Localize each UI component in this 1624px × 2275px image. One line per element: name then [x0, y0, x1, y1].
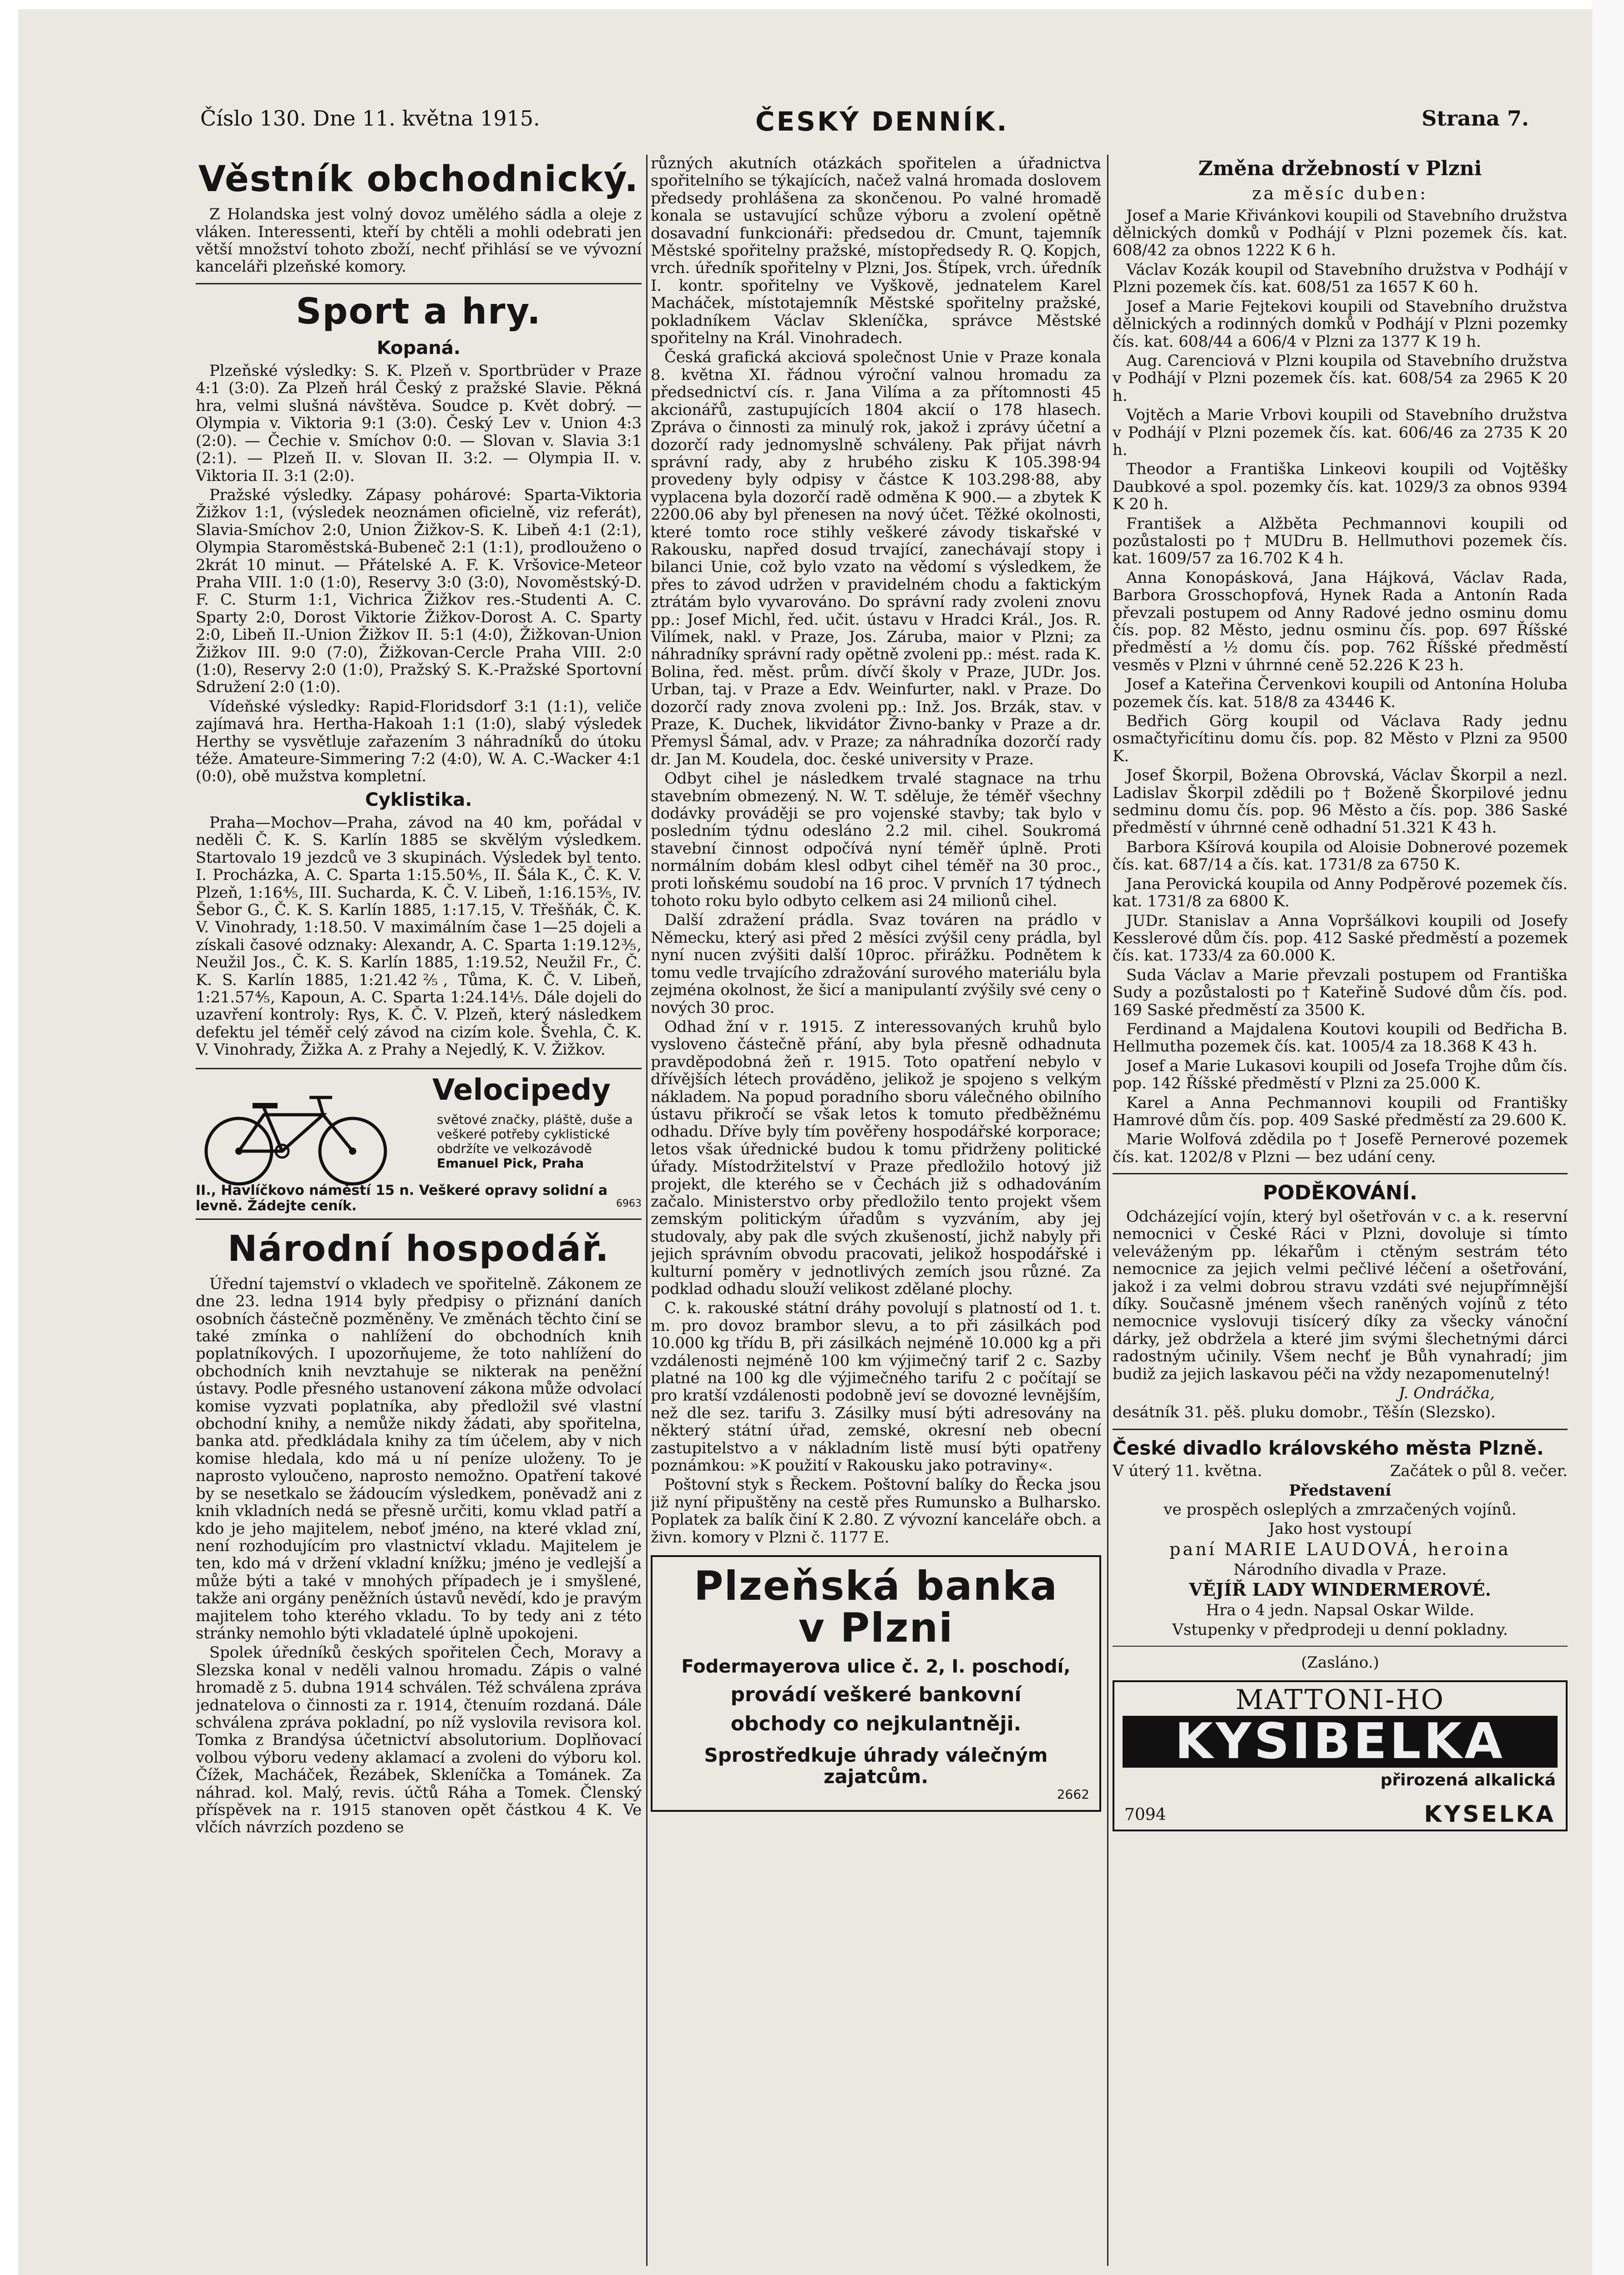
article-paragraph: Úřední tajemství o vkladech ve spořitelně. Zákonem ze dne 23. ledna 1914 byly předpisy o přiznání daních osobních částečně pozměněny. Ve změnách těchto činí se také zmínka o nahlížení do obchodních knih poplatníkových. I upozorňujeme, že toto nahlížení do obchodních knih nevztahuje se nikterak na peněžní ústavy. Podle přesného ustanovení zákona může odvolací komise vyzvati poplatníka, aby předložil své vlastní obchodní knihy, a nemůže nikdy žádati, aby spořitelna, banka atd. předkládala knihy za tím účelem, aby v nich komise hledala, kdo má u ní peníze uloženy. To je naprosto vyloučeno, naprosto nemožno. Opatření takové by se nesetkalo se žádoucím výsledkem, poněvadž ani z knih vkladních nedá se přesně určiti, komu vklad patří a kdo je jeho majitelem, neboť jméno, na které vklad zní, není rozhodujícím pro vlastnictví vkladu. Majitelem je ten, kdo má v držení vkladní knížku; jméno je vedlejší a může býti a také v mnohých případech je i smyšlené, takže ani orgány peněžních ústavů nevědí, kdo je pravým majitelem toho kterého vkladu. To by tedy ani z této stránky nemohlo býti vkladatelé úplně upokojeni. [196, 1274, 642, 1643]
theatre-heading: Představení [1289, 1481, 1391, 1500]
property-entry: Theodor a Františka Linkeovi koupili od Vojtěšky Daubkové a spol. pozemky čís. kat. 1029/3 za obnos 9394 K 20 h. [1113, 460, 1568, 514]
article-paragraph: Poštovní styk s Řeckem. Poštovní balíky do Řecka jsou již nyní připuštěny na cestě přes Rumunsko a Bulharsko. Poplatek za balík činí K 2.80. Z vývozní kanceláře obch. a živn. komory v Plzni č. 1177 E. [651, 1476, 1101, 1547]
property-entry: Suda Václav a Marie převzali postupem od Františka Sudy a pozůstalosti po † Kateřině Sudové dům čís. pod. 169 Saské předměstí za 3500 K. [1113, 966, 1568, 1019]
ad-text [437, 1112, 637, 1171]
ad-brand: MATTONI-HO [1235, 1684, 1445, 1716]
article-paragraph: Odhad žní v r. 1915. Z interessovaných kruhů bylo vysloveno částečně přání, aby byla přesně odhadnuta pravděpodobná žeň r. 1915. Toto opatření nebylo v dřívějších létech prováděno, jelikož je spojeno s velkým nákladem. Na popud poradního sboru válečného obilního ústavu přikročí se však letos k tomuto předběžnému odhadu. Dříve byly tím pověřeny hospodářské korporace; letos však úřednické budou k tomu přidrženy politické úřady. Místodržitelství v Praze předložilo hotový již projekt, dle kterého se v Čechách již s odhadováním začalo. Ministerstvo orby předložilo tento projekt všem zemským politickým úřadům s vyzváním, aby jej studovaly, aby pak dle svých zkušeností, jichž nabyly při jejich správním obvodu pracovati, jelikož hospodářské i kulturní poměry v jednotlivých zemích jsou různé. Za podklad odhadu slouží velikost zdělané plochy. [651, 1017, 1101, 1298]
ad-number: 6963 [616, 1198, 642, 1209]
thanks-paragraph: Odcházející vojín, který byl ošetřován v c. a k. reservní nemocnici v České Ráci v Plzni, dovoluje si tímto veleváženým pp. lékařům i ctěným sestrám této nemocnice za jejich velmi pečlivé léčení a ošetřování, jakož i za velmi dobrou stravu vzdáti své nejupřímnější díky. Současně jménem všech raněných vojínů z této nemocnice vyslovuji tisícerý díky za všecky vánoční dárky, jež obdržela a které jim svými šlechetnými dárci radostným učinily. Všem nechť je Bůh vynahradí; jim budiž za jejich laskavou péči na vždy nezapomenutelný! [1113, 1207, 1568, 1383]
property-entry: Vojtěch a Marie Vrbovi koupili od Stavebního družstva v Podhájí v Plzni pozemek čís. kat. 606/46 za 2735 K 20 h. [1113, 406, 1568, 459]
section-title-divadlo: České divadlo královského města Plzně. [1113, 1436, 1544, 1459]
ad-number: 2662 [1057, 1787, 1089, 1802]
property-entry: Bedřich Görg koupil od Václava Rady jednu osmačtyřicítinu domu čís. pop. 82 Město v Plzni za 9500 K. [1113, 712, 1568, 765]
signature-unit: desátník 31. pěš. pluku domobr., Těšín (Slezsko). [1113, 1403, 1496, 1422]
section-title-podekovani: PODĚKOVÁNÍ. [1263, 1181, 1417, 1205]
page-number: Strana 7. [1422, 106, 1529, 131]
article-paragraph: Plzeňské výsledky: S. K. Plzeň v. Sportbrüder v Praze 4:1 (3:0). Za Plzeň hrál Český z pražské Slavie. Pěkná hra, velmi slušná návštěva. Soudce p. Květ dobrý. — Olympia v. Viktoria 9:1 (3:0). Český Lev v. Union 4:3 (2:0). — Čechie v. Smíchov 0:0. — Slovan v. Slavia 3:1 (2:1). — Plzeň II. v. Slovan II. 3:2. — Olympia II. v. Viktoria II. 3:1 (2:0). [196, 362, 642, 485]
advertisement-kysibelka [1113, 1680, 1568, 1831]
issue-date: Číslo 130. Dne 11. května 1915. [200, 106, 540, 131]
property-entry: Josef a Kateřina Červenkovi koupili od Antonína Holuba pozemek čís. kat. 518/8 za 43446 K. [1113, 675, 1568, 711]
theatre-line: ve prospěch osleplých a zmrzačených vojínů. [1164, 1501, 1517, 1519]
page-header [200, 107, 1529, 143]
column-2 [651, 155, 1101, 2275]
article-paragraph: Z Holandska jest volný dovoz umělého sádla a oleje z vláken. Interessenti, kteří by chtěli a mohli odebrati jen větší množství tohoto zboží, nechť přihlásí se ve vývozní kanceláři plzeňské komory. [196, 205, 642, 276]
ad-description: světové značky, pláště, duše a veškeré potřeby cyklistické obdržíte ve velkozávodě [437, 1112, 633, 1157]
theatre-line: Národního divadla v Praze. [1233, 1560, 1447, 1579]
article-paragraph: Další zdražení prádla. Svaz továren na prádlo v Německu, který asi před 2 měsíci zvýšil ceny prádla, byl nyní nucen zvýšiti další 10proc. přirážku. Podnětem k tomu vedle trvajícího zdražování surového materiálu byla zejména okolnost, že šicí a manipulantí zvýšily své ceny o nových 30 proc. [651, 911, 1101, 1017]
property-entry: Marie Wolfová zdědila po † Josefě Pernerové pozemek čís. kat. 1202/8 v Plzni — bez udání ceny. [1113, 1130, 1568, 1166]
ad-tagline: KYSELKA [1424, 1800, 1556, 1827]
newspaper-page [18, 9, 1593, 2275]
property-entry: Aug. Carenciová v Plzni koupila od Stavebního družstva v Podhájí v Plzni pozemek čís. kat. 608/54 za 2965 K 20 h. [1113, 351, 1568, 405]
property-entry: Josef a Marie Lukasovi koupili od Josefa Trojhe dům čís. pop. 142 Říšské předměstí v Plzni za 25.000 K. [1113, 1057, 1568, 1093]
column-1 [196, 155, 642, 2275]
property-entry: Karel a Anna Pechmannovi koupili od Františky Hamrové dům čís. pop. 409 Saské předměstí za 29.600 K. [1113, 1093, 1568, 1129]
divider [1113, 1429, 1568, 1430]
column-3 [1113, 155, 1568, 2275]
bank-line: Sprostředkuje úhrady válečným zajatcům. [704, 1744, 1048, 1788]
signature-name: J. Ondráčka, [1398, 1384, 1495, 1402]
article-paragraph: Pražské výsledky. Zápasy pohárové: Sparta-Viktoria Žižkov 1:1, (výsledek neoznámen oficielně, viz referát), Slavia-Smíchov 2:0, Union Žižkov-S. K. Libeň 4:1 (2:1), Olympia Staroměstská-Bubeneč 2:1 (1:1), prodlouženo o 2krát 10 minut. — Přátelské A. F. K. Vršovice-Meteor Praha VIII. 1:0 (1:0), Reservy 3:0 (3:0), Novoměstský-D. F. C. Sturm 1:1, Vichrica Žižkov res.-Studenti A. C. Sparty 2:0, Dorost Viktorie Žižkov-Dorost A. C. Sparty 2:0, Libeň II.-Union Žižkov II. 5:1 (4:0), Žižkovan-Union Žižkov III. 9:0 (7:0), Žižkovan-Cercle Praha VIII. 2:0 (1:0), Reservy 2:0 (1:0), Pražský S. K.-Pražské Sportovní Sdružení 2:0 (1:0). [196, 485, 642, 697]
property-entry: Josef Škorpil, Božena Obrovská, Václav Škorpil a nezl. Ladislav Škorpil zdědili po † Boženě Škorpilové jednu sedminu domu čís. pop. 96 Město a čís. pop. 386 Saské předměstí v úhrnné ceně odhadní 51.321 K 43 h. [1113, 766, 1568, 837]
theatre-line: Jako host vystoupí [1268, 1520, 1412, 1538]
article-paragraph: Vídeňské výsledky: Rapid-Floridsdorf 3:1 (1:1), veliče zajímavá hra. Hertha-Hakoah 1:1 (1:0), slabý výsledek Herthy se vysvětluje zařazením 3 náhradníků do útoku téže. Amateure-Simmering 7:2 (4:0), W. A. C.-Wacker 4:1 (0:0), obě mužstva kompletní. [196, 697, 642, 786]
divider [1113, 1173, 1568, 1174]
article-paragraph: Praha—Mochov—Praha, závod na 40 km, pořádal v neděli Č. K. S. Karlín 1885 se skvělým výsledkem. Startovalo 19 jezdců ve 3 skupinách. Výsledek byl tento. I. Procházka, A. C. Sparta 1:15.50⅘, II. Šála K., Č. K. V. Plzeň, 1:16⅘, III. Sucharda, K. Č. V. Libeň, 1:16.15⅗, IV. Šebor G., Č. K. S. Karlín 1885, 1:17.15, V. Třešňák, Č. K. V. Vinohrady, 1:18.50. V maximálním čase 1—25 dojeli a získali časové odznaky: Alexandr, A. C. Sparta 1:19.12⅗, Neužil Jos., Č. K. S. Karlín 1885, 1:19.52, Neužil Fr., Č. K. S. Karlín 1885, 1:21.42⅖, Tůma, K. Č. V. Libeň, 1:21.57⅘, Kapoun, A. C. Sparta 1:24.14⅕. Dále dojeli do uzavření kontroly: Rys, K. Č. V. Plzeň, který následkem defektu jel téměř celý závod na cizím kole. Švehla, Č. K. V. Vinohrady, Žižka A. z Prahy a Nejedlý, K. V. Žižkov. [196, 814, 642, 1059]
property-entry: Barbora Kšírová koupila od Aloisie Dobnerové pozemek čís. kat. 687/14 a čís. kat. 1731/8 za 6750 K. [1113, 838, 1568, 874]
ad-address: II., Havlíčkovo náměstí 15 n. Veškeré opravy solidní a levně. Žádejte ceník. [196, 1182, 608, 1214]
column-divider [1107, 155, 1108, 2266]
theatre-line: Hra o 4 jedn. Napsal Oskar Wilde. [1206, 1601, 1474, 1620]
divider [1113, 1646, 1568, 1647]
section-title-vestnik: Věstník obchodnický. [198, 159, 639, 200]
subheading-cyklistika: Cyklistika. [365, 789, 472, 810]
section-subtitle: za měsíc duben: [1252, 183, 1428, 203]
bank-address: Fodermayerova ulice č. 2, I. poschodí, [681, 1656, 1071, 1677]
theatre-day: V úterý 11. května. [1113, 1462, 1262, 1481]
article-paragraph: různých akutních otázkách spořitelen a úřadnictva spořitelního se týkajících, načež valná hromada doslovem předsedy prohlášena za skončenou. Po valné hromadě konala se ustavující schůze výboru a zvolení opětně dosavadní funkcionáři: předsedou dr. Cmunt, tajemník Městské spořitelny pražské, místopředsedy R. Q. Kopjch, vrch. úředník spořitelny v Plzni, Jos. Štípek, vrch. úředník I. kontr. spořitelny ve Vyškově, jednatelem Karel Macháček, místotajemník Městské spořitelny pražské, pokladníkem Václav Skleníčka, správce Městské spořitelny na Král. Vinohradech. [651, 155, 1101, 348]
theatre-guest: paní MARIE LAUDOVÁ, heroina [1169, 1539, 1511, 1559]
section-title-sport: Sport a hry. [296, 291, 541, 332]
ad-number: 7094 [1124, 1805, 1166, 1824]
property-entry: Jana Perovická koupila od Anny Podpěrové pozemek čís. kat. 1731/8 za 6800 K. [1113, 875, 1568, 911]
ad-subtitle: přirozená alkalická [1380, 1770, 1556, 1790]
theatre-play-title: VĚJÍŘ LADY WINDERMEROVÉ. [1189, 1579, 1491, 1600]
property-entry: Ferdinand a Majdalena Koutovi koupili od Bedřicha B. Hellmutha pozemek čís. kat. 1005/4 za 18.368 K 43 h. [1113, 1020, 1568, 1056]
bank-city: v Plzni [798, 1604, 954, 1652]
ad-product: KYSIBELKA [1123, 1716, 1558, 1767]
masthead: ČESKÝ DENNÍK. [755, 106, 1009, 137]
ad-footer [196, 1183, 642, 1214]
property-entry: František a Alžběta Pechmannovi koupili od pozůstalosti po † MUDru B. Hellmuthovi pozemek čís. kat. 1609/57 za 16.702 K 4 h. [1113, 514, 1568, 568]
article-paragraph: Spolek úředníků českých spořitelen Čech, Moravy a Slezska konal v neděli valnou hromadu. Zápis o valné hromadě z 5. dubna 1914 schválen. Též schválena zpráva jednatelova o činnosti za r. 1914, čtenuím rozdaná. Dále schválena zpráva pokladní, po níž vyslovila revisora kol. Tomka z Brandýsa účetnictví absolutorium. Doplňovací volbou výboru vedeny aklamací a zvoleni do výboru kol. Čížek, Macháček, Řezábek, Skleníčka a Tománek. Za náhrad. kol. Malý, revis. účtů Ráha a Tomek. Členský příspěvek na r. 1915 stanoven opět částkou 4 K. Ve vlčích návrzích pozdeno se [196, 1643, 642, 1837]
advertisement-velocipedy [196, 1068, 642, 1220]
property-entry: Václav Kozák koupil od Stavebního družstva v Podhájí v Plzni pozemek čís. kat. 608/51 za 1657 K 60 h. [1113, 260, 1568, 297]
ad-company: Emanuel Pick, Praha [437, 1156, 584, 1171]
ad-title: Velocipedy [432, 1073, 611, 1107]
column-divider [646, 155, 648, 2266]
divider [196, 283, 642, 284]
article-paragraph: C. k. rakouské státní dráhy povolují s platností od 1. t. m. pro dovoz brambor slevu, a to při zásilkách pod 10.000 kg třídu B, při zásilkách nejméně 10.000 kg a při vzdálenosti nejméně 100 km výjimečný tarif 2 c. Sazby platné na 100 kg dle výjimečného tarifu 2 c počítají se pro kratší vzdálenosti podobně jeví se dovozné levnějším, než dle sez. tarifu 3. Zásilky musí býti adresovány na některý státní úřad, zemské, okresní neb obecní zastupitelstvo a v nákladním listě musí býti opatřeny poznámkou: »K použití v Rakousku jako potraviny«. [651, 1299, 1101, 1475]
theatre-line: Vstupenky v předprodeji u denní pokladny. [1172, 1620, 1508, 1639]
page-margin [1592, 0, 1624, 2275]
property-entry: JUDr. Stanislav a Anna Vopršálkovi koupili od Josefy Kesslerové dům čís. pop. 412 Saské předměstí a pozemek čís. kat. 1733/4 za 60.000 K. [1113, 911, 1568, 965]
theatre-date-line [1113, 1462, 1568, 1480]
bank-name: Plzeňská banka [693, 1562, 1058, 1610]
section-title-zmena-drzebnosti: Změna držebností v Plzni [1198, 157, 1482, 180]
property-entry: Josef a Marie Křivánkovi koupili od Stavebního družstva dělnických domků v Podhájí v Plzni pozemek čís. kat. 608/42 za obnos 1222 K 6 h. [1113, 206, 1568, 260]
property-entry: Anna Konopásková, Jana Hájková, Václav Rada, Barbora Grosschopfová, Hynek Rada a Antonín Rada převzali postupem od Anny Radové jedno osminu domu čís. pop. 82 Město, jednu osminu čís. pop. 697 Říšské předměstí a ½ domu čís. pop. 762 Říšské předměstí vesměs v Plzni v úhrnné ceně 52.226 K 23 h. [1113, 568, 1568, 674]
section-title-narodni-hospodar: Národní hospodář. [228, 1228, 610, 1269]
zaslano-label: (Zasláno.) [1301, 1653, 1379, 1672]
subheading-kopana: Kopaná. [376, 337, 461, 359]
bicycle-illustration [200, 1083, 391, 1188]
bank-line: provádí veškeré bankovní [730, 1683, 1022, 1707]
article-paragraph: Odbyt cihel je následkem trvalé stagnace na trhu stavebním obmezený. N. W. T. sděluje, že téměř všechny dodávky prováději se pro vojenské stavby; tak bylo v posledním týdnu odesláno 2.2 mil. cihel. Soukromá stavební činnost odpočívá nyní téměř úplně. Proti normálním dobám klesl odbyt cihel téměř na 30 proc., proti loňskému soudobí na 16 proc. V prvních 17 týdnech tohoto roku bylo odbyto celkem asi 24 milionů cihel. [651, 769, 1101, 910]
advertisement-plzenska-banka [651, 1555, 1101, 1812]
article-paragraph: Česká grafická akciová společnost Unie v Praze konala 8. května XI. řádnou výroční valnou hromadu za předsednictví cís. r. Jana Vilíma a za přítomnosti 45 akcionářů, zastupujících 1804 akcií o 178 hlasech. Zpráva o činnosti za minulý rok, jakož i zprávy účetní a dozorčí rady jednomyslně schváleny. Pak přijat návrh správní rady, aby z hrubého zisku K 105.398·94 provedeny byly odpisy v částce K 103.298·88, aby vyplacena byla dozorčí radě odměna K 900.— a zbytek K 2200.06 aby byl přenesen na nový účet. Těžké okolnosti, které tomto roce stihly veškeré závody tiskařské v Rakousku, napřed dosud trvající, zanechávají stopy i bilanci Unie, což bylo vzato na vědomí s výsledkem, že přes to závod udržen v pravidelném chodu a faktickým ztrátám bylo vyvarováno. Do správní rady zvoleni znovu pp.: Josef Michl, řed. učit. ústavu v Hradci Král., Jos. R. Vilímek, nakl. v Praze, Jos. Záruba, maior v Plzni; za náhradníky správní rady opětně zvoleni pp.: mést. rada K. Bolina, řed. měst. prům. dívčí školy v Praze, JUDr. Jos. Urban, taj. v Praze a Edv. Weinfurter, nakl. v Praze. Do dozorčí rady znova zvoleni pp.: Inž. Jos. Brzák, stav. v Praze, K. Duchek, likvidátor Živno-banky v Praze a dr. Přemysl Šámal, adv. v Praze; za náhradníka dozorčí rady dr. Jan M. Koudela, doc. české university v Praze. [651, 348, 1101, 768]
theatre-time: Začátek o půl 8. večer. [1390, 1462, 1568, 1481]
property-entry: Josef a Marie Fejtekovi koupili od Stavebního družstva dělnických a rodinných domků v Podhájí v Plzni pozemky čís. kat. 608/44 a 606/4 v Plzni za 1377 K 19 h. [1113, 297, 1568, 351]
bank-line: obchody co nejkulantněji. [730, 1712, 1022, 1735]
